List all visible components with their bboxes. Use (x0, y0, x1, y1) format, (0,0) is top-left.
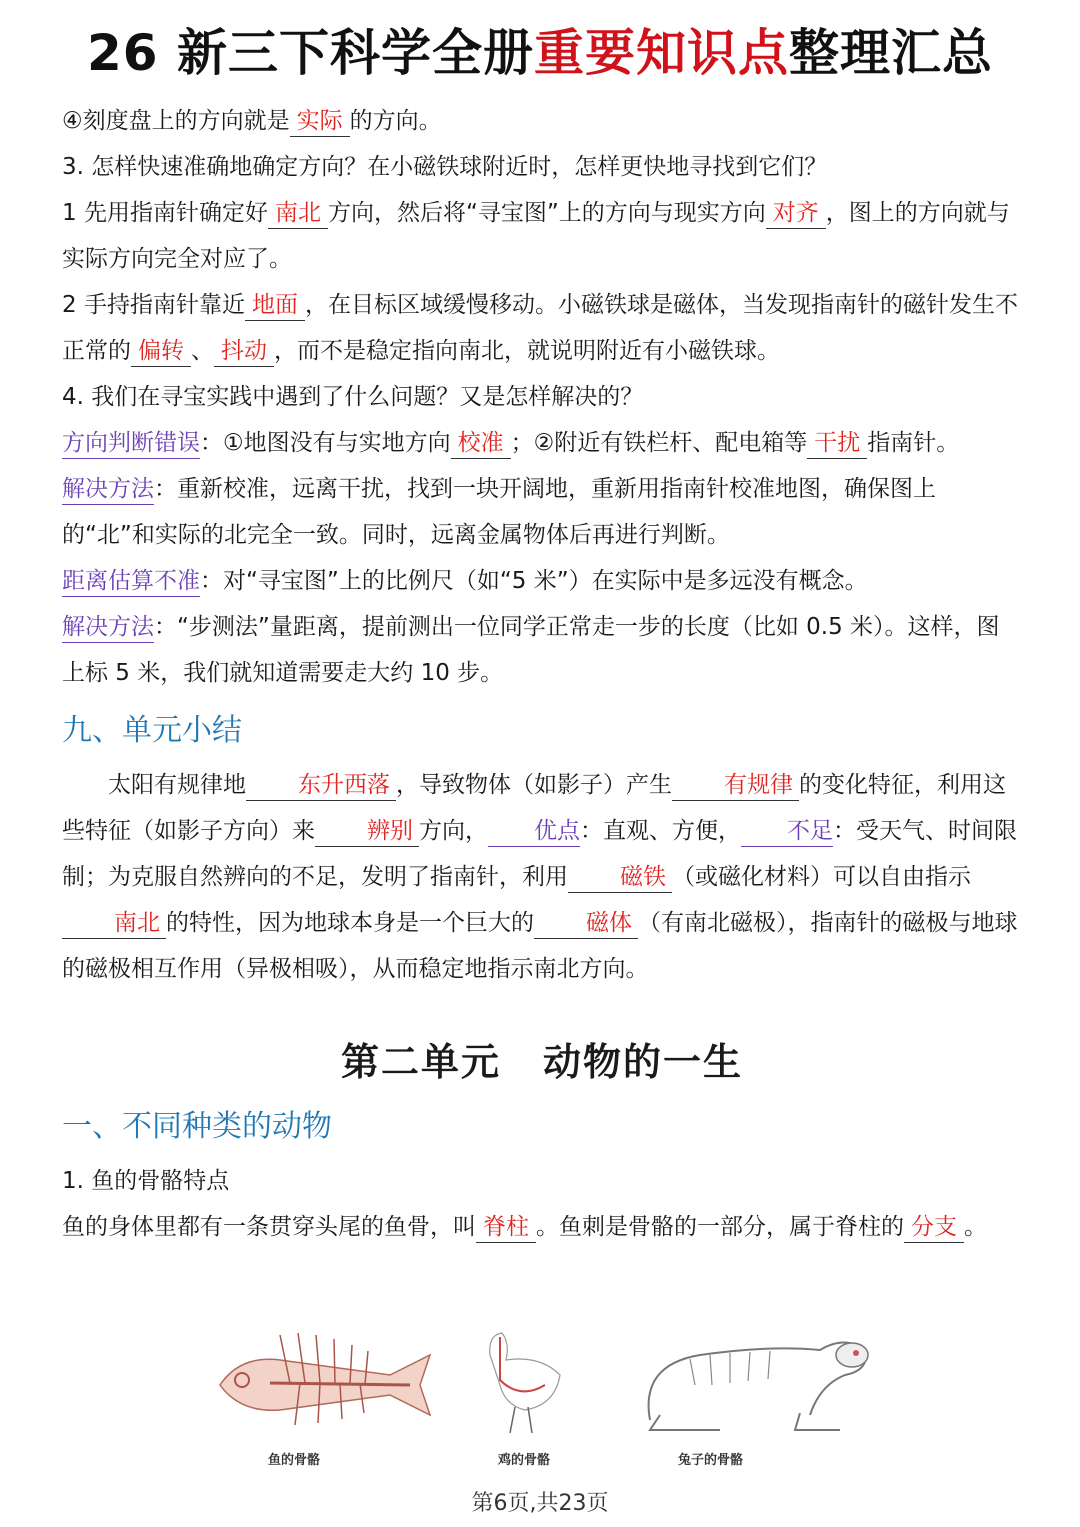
paragraph: 1 先用指南针确定好 南北 方向，然后将“寻宝图”上的方向与现实方向 对齐 ，图上的方向就与实际方向完全对应了。 (62, 200, 1010, 272)
advantage-label: 优点 (488, 816, 580, 847)
answer-blank: 脊柱 (476, 1212, 536, 1243)
unit-title: 第二单元 动物的一生 (340, 1040, 744, 1084)
solution-label: 解决方法 (62, 612, 154, 643)
question-1: 1. 鱼的骨骼特点 (62, 1168, 230, 1194)
document-body (62, 98, 1022, 1250)
answer-blank: 磁铁 (568, 862, 672, 893)
question-3: 3. 怎样快速准确地确定方向？在小磁铁球附近时，怎样更快地寻找到它们？ (62, 154, 828, 180)
paragraph: 2 手持指南针靠近 地面 ，在目标区域缓慢移动。小磁铁球是磁体，当发现指南针的磁针发生不正常的 偏转 、 抖动 ，而不是稳定指向南北，就说明附近有小磁铁球。 (62, 282, 1022, 374)
paragraph: 鱼的身体里都有一条贯穿头尾的鱼骨，叫 脊柱 。鱼刺是骨骼的一部分，属于脊柱的 分支 。 (62, 1204, 1022, 1250)
solution-label: 解决方法 (62, 474, 154, 505)
summary-paragraph: 太阳有规律地 东升西落 ，导致物体（如影子）产生 有规律 的变化特征，利用这些特征（如影子方向）来 辨别 方向， 优点：直观、方便， 不足：受天气、时间限制；为克服自然辨向的不足，发明了指南针，利用 磁铁 （或磁化材料）可以自由指示南北 的特性，因为地球本身是一个巨大的 磁体 （有南北磁极），指南针的磁极与地球的磁极相互作用（异极相吸），从而稳定地指示南北方向。 (62, 772, 1018, 982)
page-number: 第6页,共23页 (471, 1491, 609, 1516)
rabbit-skeleton-image (620, 1325, 880, 1440)
fish-skeleton-image (210, 1325, 440, 1435)
answer-blank: 有规律 (672, 770, 799, 801)
answer-blank: 抖动 (214, 336, 274, 367)
section-heading: 九、单元小结 (62, 713, 242, 748)
answer-blank: 南北 (268, 198, 328, 229)
answer-blank: 辨别 (315, 816, 419, 847)
question-4: 4. 我们在寻宝实践中遇到了什么问题？又是怎样解决的？ (62, 384, 644, 410)
page-title: 26 新三下科学全册重要知识点整理汇总 (87, 24, 993, 82)
rabbit-caption: 兔子的骨骼 (678, 1453, 744, 1468)
answer-blank: 对齐 (766, 198, 826, 229)
answer-blank: 实际 (290, 106, 350, 137)
answer-blank: 地面 (245, 290, 305, 321)
problem-label: 方向判断错误 (62, 428, 200, 459)
problem-label: 距离估算不准 (62, 566, 200, 597)
fish-caption: 鱼的骨骼 (268, 1453, 321, 1468)
chicken-skeleton-image (470, 1325, 570, 1440)
answer-blank: 南北 (62, 908, 166, 939)
answer-blank: 干扰 (807, 428, 867, 459)
answer-blank: 磁体 (534, 908, 638, 939)
paragraph: ④刻度盘上的方向就是 实际 的方向。 (62, 98, 1022, 144)
answer-blank: 分支 (904, 1212, 964, 1243)
answer-blank: 偏转 (131, 336, 191, 367)
paragraph: 解决方法：重新校准，远离干扰，找到一块开阔地，重新用指南针校准地图，确保图上的“北”和实际的北完全一致。同时，远离金属物体后再进行判断。 (62, 476, 936, 548)
skeleton-figures (200, 1325, 890, 1475)
chicken-caption: 鸡的骨骼 (498, 1453, 551, 1468)
paragraph: 解决方法：“步测法”量距离，提前测出一位同学正常走一步的长度（比如 0.5 米）。这样，图上标 5 米，我们就知道需要走大约 10 步。 (62, 614, 1000, 686)
paragraph: 方向判断错误：①地图没有与实地方向 校准 ；②附近有铁栏杆、配电箱等 干扰 指南针。 (62, 420, 1022, 466)
paragraph: 距离估算不准：对“寻宝图”上的比例尺（如“5 米”）在实际中是多远没有概念。 (62, 558, 1022, 604)
disadvantage-label: 不足 (741, 816, 833, 847)
section-heading: 一、不同种类的动物 (62, 1109, 332, 1144)
answer-blank: 东升西落 (246, 770, 396, 801)
answer-blank: 校准 (451, 428, 511, 459)
